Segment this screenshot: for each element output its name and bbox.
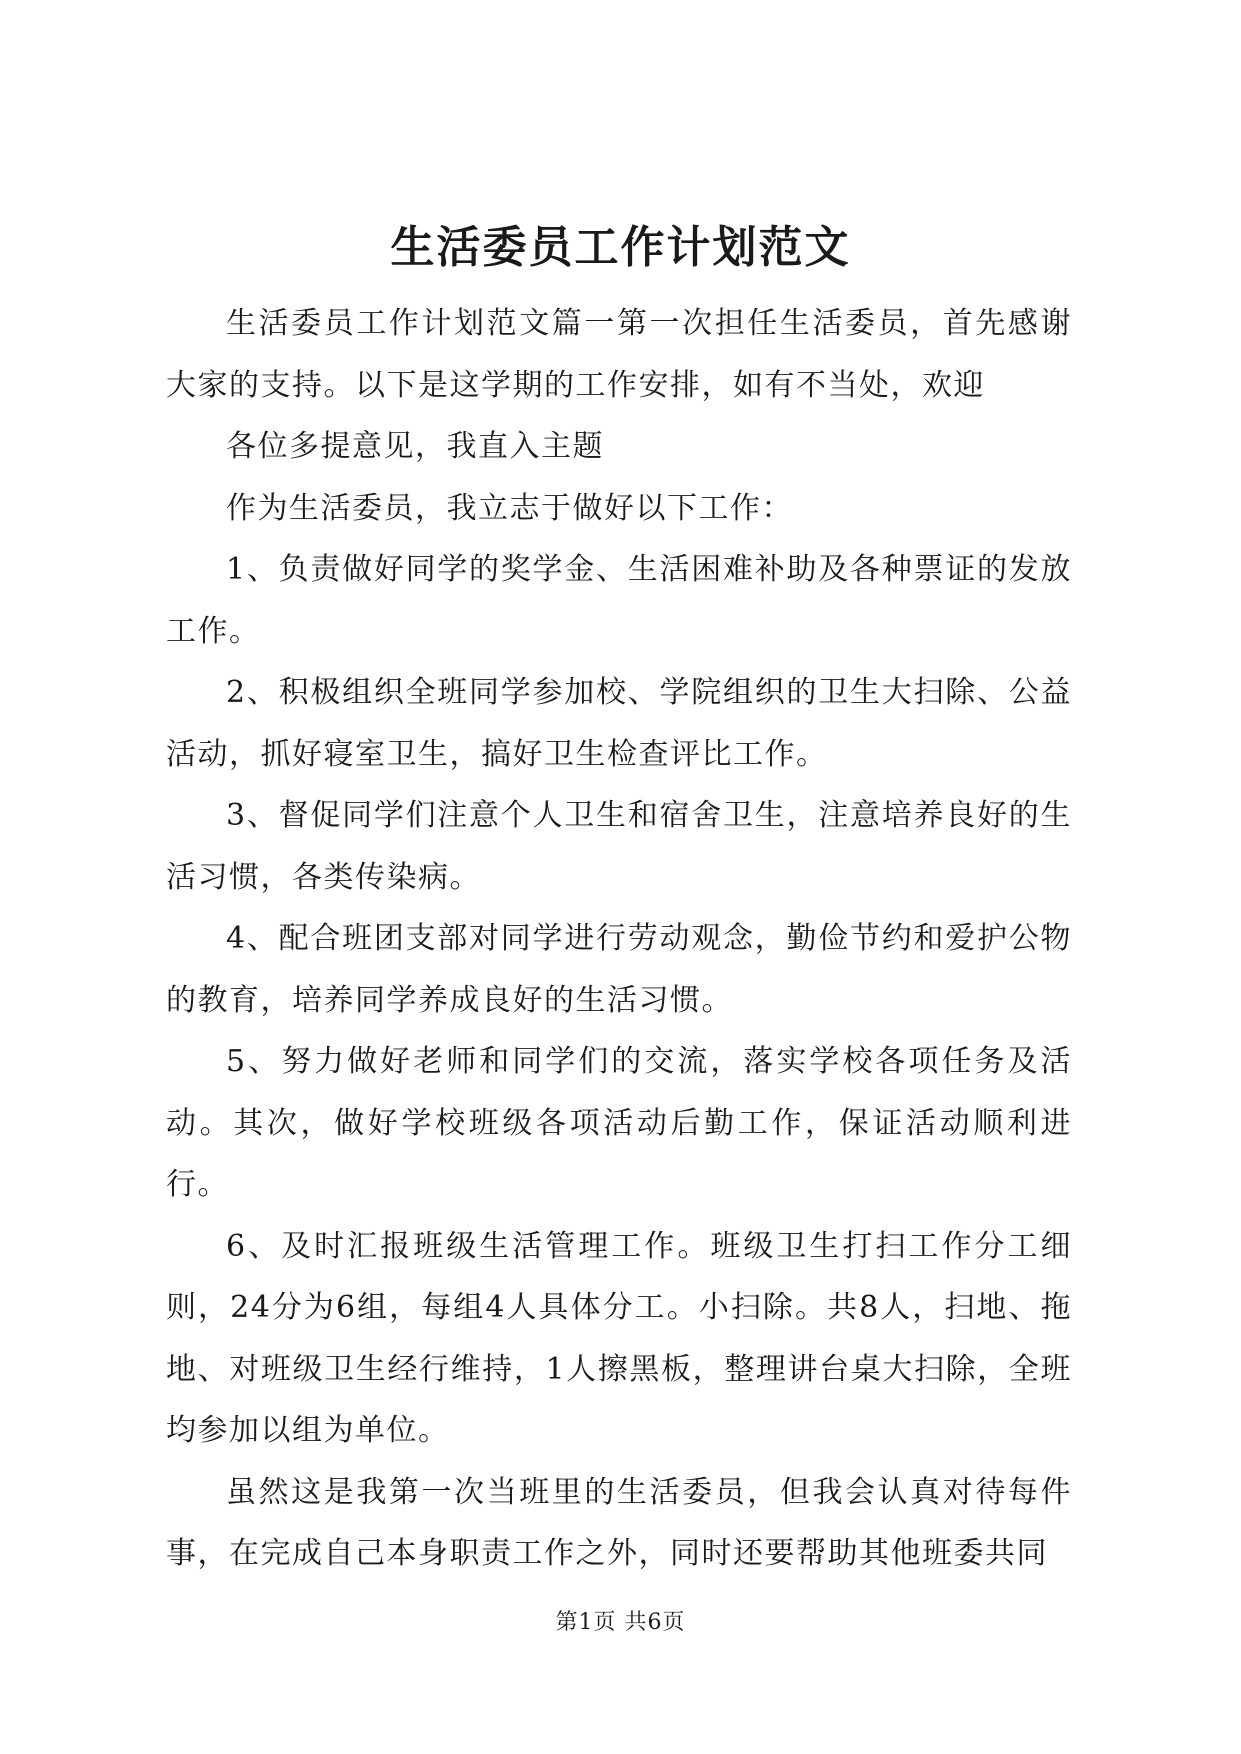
paragraph-intro: 生活委员工作计划范文篇一第一次担任生活委员，首先感谢大家的支持。以下是这学期的工作安排，如有不当处，欢迎 [166,306,1072,403]
paragraph-item-5: 5、努力做好老师和同学们的交流，落实学校各项任务及活动。其次，做好学校班级各项活动后勤工作，保证活动顺利进行。 [166,1044,1072,1202]
paragraph-item-1: 1、负责做好同学的奖学金、生活困难补助及各种票证的发放工作。 [166,552,1072,649]
paragraph-item-6: 6、及时汇报班级生活管理工作。班级卫生打扫工作分工细则，24分为6组，每组4人具体分工。小扫除。共8人，扫地、拖地、对班级卫生经行维持，1人擦黑板，整理讲台桌大扫除，全班均参加以组为单位。 [166,1228,1072,1448]
paragraph-closing: 虽然这是我第一次当班里的生活委员，但我会认真对待每件事，在完成自己本身职责工作之外，同时还要帮助其他班委共同 [166,1474,1072,1571]
document-title: 生活委员工作计划范文 [390,222,851,273]
paragraph-opinion: 各位多提意见，我直入主题 [226,429,604,464]
document-body [166,293,1072,1585]
page-number-footer: 第1页 共6页 [555,1610,686,1635]
paragraph-goal: 作为生活委员，我立志于做好以下工作： [226,490,793,526]
paragraph-item-3: 3、督促同学们注意个人卫生和宿舍卫生，注意培养良好的生活习惯，各类传染病。 [166,798,1072,895]
paragraph-item-2: 2、积极组织全班同学参加校、学院组织的卫生大扫除、公益活动，抓好寝室卫生，搞好卫生检查评比工作。 [166,675,1072,772]
paragraph-item-4: 4、配合班团支部对同学进行劳动观念，勤俭节约和爱护公物的教育，培养同学养成良好的生活习惯。 [166,921,1072,1018]
